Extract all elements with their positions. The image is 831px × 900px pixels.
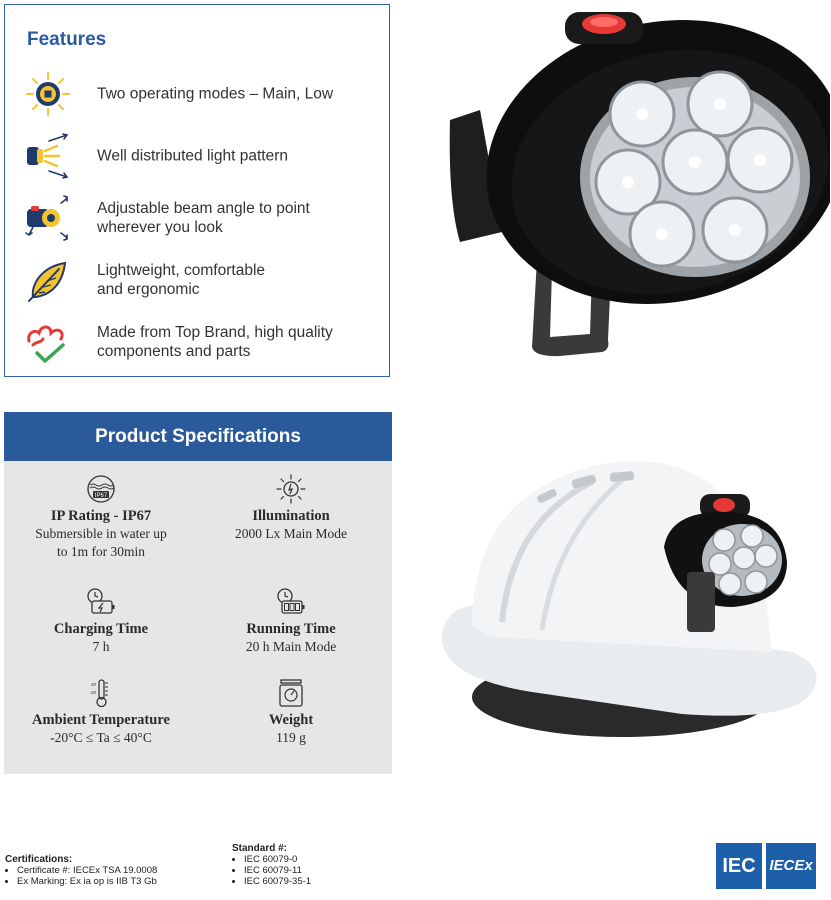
feature-text: Lightweight, comfortable and ergonomic bbox=[97, 262, 266, 298]
feature-text: Well distributed light pattern bbox=[97, 147, 288, 165]
spec-ip-rating bbox=[6, 474, 196, 561]
light-beam-icon bbox=[23, 133, 73, 179]
standards-title: Standard #: bbox=[232, 843, 288, 854]
thermometer-icon bbox=[84, 678, 118, 708]
helmet-with-headlamp-image bbox=[432, 452, 828, 772]
spec-value: Submersible in water up to 1m for 30min bbox=[35, 526, 167, 559]
svg-text:40: 40 bbox=[90, 682, 96, 687]
spec-label: Running Time bbox=[246, 621, 336, 637]
spec-illumination bbox=[196, 474, 386, 543]
feature-item bbox=[23, 195, 383, 241]
ip67-icon-text: IP67 bbox=[94, 493, 108, 499]
spec-label: Ambient Temperature bbox=[32, 712, 170, 728]
certification-item: • Ex Marking: Ex ia op is IIB T3 Gb bbox=[17, 876, 157, 887]
sun-icon bbox=[23, 71, 73, 117]
spec-value: 119 g bbox=[276, 730, 306, 745]
feature-item bbox=[23, 257, 383, 303]
spec-value: 20 h Main Mode bbox=[245, 639, 337, 654]
spec-running-time bbox=[196, 587, 386, 656]
certification-item: • Certificate #: IECEx TSA 19.0008 bbox=[17, 865, 157, 876]
features-title: Features bbox=[27, 29, 107, 50]
certifications-title: Certifications: bbox=[5, 854, 73, 865]
specifications-panel bbox=[4, 412, 392, 774]
spec-value: 2000 Lx Main Mode bbox=[234, 526, 348, 541]
feather-icon bbox=[23, 257, 73, 303]
quality-check-icon bbox=[23, 319, 73, 365]
standards-block bbox=[232, 843, 311, 887]
feature-item bbox=[23, 133, 383, 179]
iec-logo: IEC bbox=[716, 843, 762, 889]
light-bulb-icon bbox=[274, 474, 308, 504]
charging-clock-icon bbox=[84, 587, 118, 617]
feature-text: Adjustable beam angle to point wherever you look bbox=[97, 200, 310, 236]
spec-label: Charging Time bbox=[53, 621, 149, 637]
adjustable-lamp-icon bbox=[23, 195, 73, 241]
spec-value: -20°C ≤ Ta ≤ 40°C bbox=[50, 730, 152, 745]
spec-charging-time bbox=[6, 587, 196, 656]
feature-text: Made from Top Brand, high quality components and parts bbox=[97, 324, 333, 360]
iecex-logo: IECEx bbox=[766, 843, 816, 889]
water-ip67-icon bbox=[84, 474, 118, 504]
certifications-block bbox=[5, 854, 157, 887]
spec-label: Illumination bbox=[252, 508, 330, 524]
specifications-title: Product Specifications bbox=[4, 412, 392, 461]
spec-value: 7 h bbox=[92, 639, 110, 654]
battery-clock-icon bbox=[274, 587, 308, 617]
spec-label: Weight bbox=[268, 712, 314, 728]
standard-item: • IEC 60079-11 bbox=[244, 865, 311, 876]
scale-icon bbox=[274, 678, 308, 708]
spec-weight bbox=[196, 678, 386, 747]
svg-text:-20: -20 bbox=[89, 690, 96, 695]
features-panel bbox=[4, 4, 390, 377]
feature-item bbox=[23, 71, 383, 117]
spec-ambient-temperature bbox=[6, 678, 196, 747]
feature-item bbox=[23, 319, 383, 365]
standard-item: • IEC 60079-0 bbox=[244, 854, 311, 865]
headlamp-image bbox=[430, 2, 830, 362]
standard-item: • IEC 60079-35-1 bbox=[244, 876, 311, 887]
spec-label: IP Rating - IP67 bbox=[50, 508, 152, 524]
feature-text: Two operating modes – Main, Low bbox=[97, 85, 334, 103]
